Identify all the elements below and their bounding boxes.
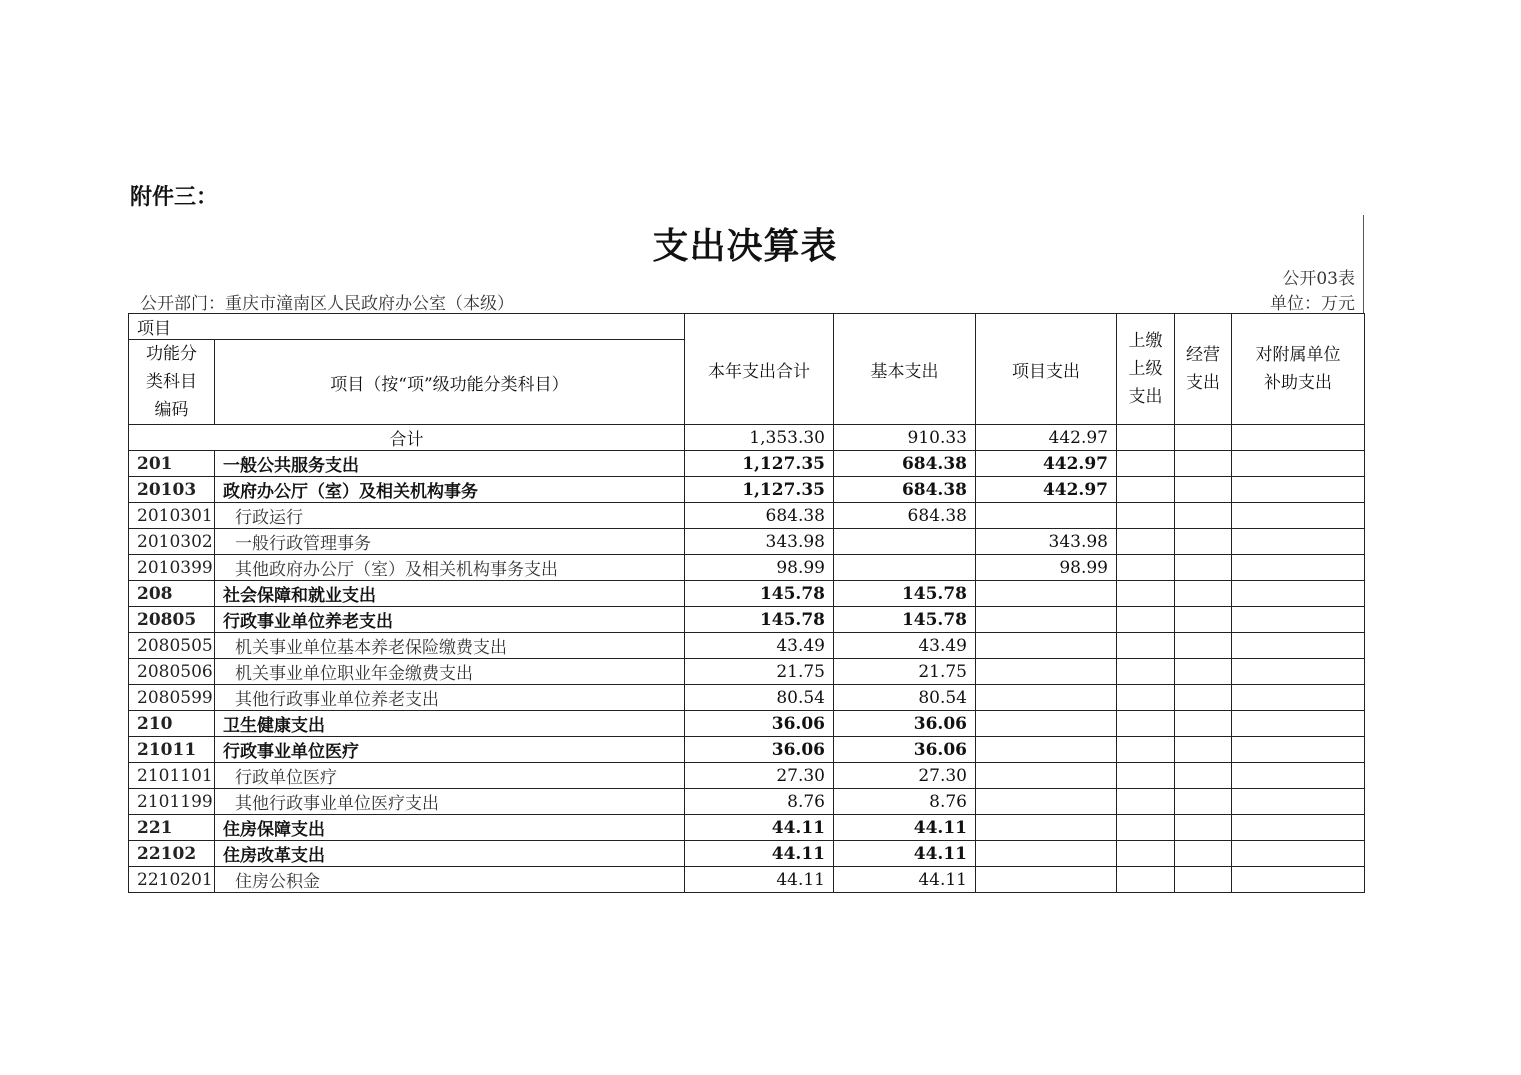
- row-project: [976, 581, 1117, 607]
- table-row: [129, 685, 1365, 711]
- row-business: [1175, 451, 1232, 477]
- row-basic: 145.78: [834, 581, 976, 607]
- row-name: 其他政府办公厅（室）及相关机构事务支出: [215, 555, 685, 581]
- row-code: 2080506: [129, 659, 215, 685]
- row-total: 684.38: [685, 503, 834, 529]
- row-code: 2010302: [129, 529, 215, 555]
- table-row: [129, 581, 1365, 607]
- row-basic: [834, 555, 976, 581]
- row-project: [976, 659, 1117, 685]
- row-code: 22102: [129, 841, 215, 867]
- row-code: 2080505: [129, 633, 215, 659]
- row-total: 36.06: [685, 737, 834, 763]
- total-label: 合计: [129, 425, 685, 451]
- total-subsidy: [1232, 425, 1365, 451]
- table-row: [129, 451, 1365, 477]
- row-upper: [1117, 529, 1175, 555]
- row-subsidy: [1232, 503, 1365, 529]
- table-row: [129, 841, 1365, 867]
- row-basic: [834, 529, 976, 555]
- row-subsidy: [1232, 763, 1365, 789]
- row-name: 社会保障和就业支出: [215, 581, 685, 607]
- row-basic: 684.38: [834, 477, 976, 503]
- row-code: 2101199: [129, 789, 215, 815]
- row-project: [976, 789, 1117, 815]
- row-code: 210: [129, 711, 215, 737]
- row-subsidy: [1232, 841, 1365, 867]
- row-business: [1175, 685, 1232, 711]
- row-name: 住房保障支出: [215, 815, 685, 841]
- row-name: 一般行政管理事务: [215, 529, 685, 555]
- row-project: [976, 607, 1117, 633]
- total-basic: 910.33: [834, 425, 976, 451]
- row-total: 343.98: [685, 529, 834, 555]
- row-code: 2080599: [129, 685, 215, 711]
- row-name: 行政事业单位养老支出: [215, 607, 685, 633]
- row-business: [1175, 867, 1232, 893]
- row-project: [976, 503, 1117, 529]
- row-name: 住房改革支出: [215, 841, 685, 867]
- row-total: 21.75: [685, 659, 834, 685]
- header-code: [129, 340, 215, 425]
- row-upper: [1117, 841, 1175, 867]
- row-subsidy: [1232, 477, 1365, 503]
- row-upper: [1117, 607, 1175, 633]
- row-upper: [1117, 503, 1175, 529]
- row-business: [1175, 503, 1232, 529]
- row-name: 行政事业单位医疗: [215, 737, 685, 763]
- row-total: 1,127.35: [685, 477, 834, 503]
- row-business: [1175, 815, 1232, 841]
- total-business: [1175, 425, 1232, 451]
- header-project-expense: 项目支出: [976, 314, 1117, 425]
- total-project: 442.97: [976, 425, 1117, 451]
- total-row: [129, 425, 1365, 451]
- form-number: 公开03表: [1282, 269, 1355, 289]
- row-total: 145.78: [685, 581, 834, 607]
- row-business: [1175, 477, 1232, 503]
- row-subsidy: [1232, 529, 1365, 555]
- row-code: 21011: [129, 737, 215, 763]
- row-code: 2010399: [129, 555, 215, 581]
- row-name: 行政运行: [215, 503, 685, 529]
- row-business: [1175, 763, 1232, 789]
- row-business: [1175, 659, 1232, 685]
- table-row: [129, 763, 1365, 789]
- row-subsidy: [1232, 451, 1365, 477]
- row-code: 2010301: [129, 503, 215, 529]
- total-amount: 1,353.30: [685, 425, 834, 451]
- row-upper: [1117, 555, 1175, 581]
- row-subsidy: [1232, 711, 1365, 737]
- header-business-line2: 支出: [1186, 373, 1220, 393]
- row-name: 机关事业单位职业年金缴费支出: [215, 659, 685, 685]
- row-project: [976, 841, 1117, 867]
- row-total: 98.99: [685, 555, 834, 581]
- row-project: [976, 633, 1117, 659]
- table-row: [129, 711, 1365, 737]
- header-project: 项目: [129, 314, 685, 340]
- row-business: [1175, 581, 1232, 607]
- row-name: 行政单位医疗: [215, 763, 685, 789]
- header-upper-line3: 支出: [1128, 387, 1163, 407]
- row-total: 145.78: [685, 607, 834, 633]
- row-business: [1175, 737, 1232, 763]
- table-row: [129, 529, 1365, 555]
- row-subsidy: [1232, 867, 1365, 893]
- row-basic: 8.76: [834, 789, 976, 815]
- row-upper: [1117, 659, 1175, 685]
- row-basic: 43.49: [834, 633, 976, 659]
- row-business: [1175, 555, 1232, 581]
- header-basic: 基本支出: [834, 314, 976, 425]
- row-code: 2210201: [129, 867, 215, 893]
- table-row: [129, 867, 1365, 893]
- row-code: 201: [129, 451, 215, 477]
- table-row: [129, 737, 1365, 763]
- table-row: [129, 503, 1365, 529]
- row-upper: [1117, 789, 1175, 815]
- row-upper: [1117, 737, 1175, 763]
- row-subsidy: [1232, 789, 1365, 815]
- row-subsidy: [1232, 633, 1365, 659]
- row-name: 政府办公厅（室）及相关机构事务: [215, 477, 685, 503]
- row-code: 20103: [129, 477, 215, 503]
- header-business: [1175, 314, 1232, 425]
- expenditure-table: [128, 313, 1365, 893]
- row-subsidy: [1232, 659, 1365, 685]
- unit-label: 单位：万元: [1270, 294, 1355, 314]
- row-total: 43.49: [685, 633, 834, 659]
- row-business: [1175, 841, 1232, 867]
- table-row: [129, 815, 1365, 841]
- row-subsidy: [1232, 555, 1365, 581]
- row-business: [1175, 607, 1232, 633]
- header-code-line1: 功能分: [146, 344, 197, 364]
- header-upper: [1117, 314, 1175, 425]
- row-basic: 44.11: [834, 815, 976, 841]
- row-basic: 27.30: [834, 763, 976, 789]
- row-code: 208: [129, 581, 215, 607]
- header-row-1: [129, 314, 1365, 340]
- table-row: [129, 659, 1365, 685]
- row-upper: [1117, 685, 1175, 711]
- row-business: [1175, 529, 1232, 555]
- header-total: 本年支出合计: [685, 314, 834, 425]
- row-basic: 44.11: [834, 867, 976, 893]
- header-subsidy-line2: 补助支出: [1264, 373, 1332, 393]
- header-project-name: 项目（按“项”级功能分类科目）: [215, 340, 685, 425]
- row-project: [976, 763, 1117, 789]
- row-upper: [1117, 581, 1175, 607]
- row-upper: [1117, 711, 1175, 737]
- row-name: 一般公共服务支出: [215, 451, 685, 477]
- row-basic: 36.06: [834, 737, 976, 763]
- header-code-line3: 编码: [154, 400, 189, 420]
- row-upper: [1117, 763, 1175, 789]
- table-row: [129, 477, 1365, 503]
- table-row: [129, 555, 1365, 581]
- row-upper: [1117, 867, 1175, 893]
- row-upper: [1117, 815, 1175, 841]
- row-subsidy: [1232, 815, 1365, 841]
- row-code: 221: [129, 815, 215, 841]
- row-basic: 684.38: [834, 503, 976, 529]
- row-business: [1175, 789, 1232, 815]
- row-name: 卫生健康支出: [215, 711, 685, 737]
- row-code: 20805: [129, 607, 215, 633]
- row-total: 27.30: [685, 763, 834, 789]
- row-basic: 145.78: [834, 607, 976, 633]
- row-basic: 36.06: [834, 711, 976, 737]
- page-title: 支出决算表: [652, 225, 838, 267]
- row-project: [976, 815, 1117, 841]
- row-project: [976, 867, 1117, 893]
- header-code-line2: 类科目: [146, 372, 197, 392]
- row-basic: 21.75: [834, 659, 976, 685]
- table-row: [129, 633, 1365, 659]
- row-basic: 44.11: [834, 841, 976, 867]
- row-subsidy: [1232, 581, 1365, 607]
- row-name: 其他行政事业单位医疗支出: [215, 789, 685, 815]
- row-total: 1,127.35: [685, 451, 834, 477]
- row-total: 44.11: [685, 841, 834, 867]
- row-business: [1175, 633, 1232, 659]
- row-total: 80.54: [685, 685, 834, 711]
- row-project: 343.98: [976, 529, 1117, 555]
- row-name: 机关事业单位基本养老保险缴费支出: [215, 633, 685, 659]
- row-basic: 684.38: [834, 451, 976, 477]
- row-total: 8.76: [685, 789, 834, 815]
- row-project: 442.97: [976, 477, 1117, 503]
- row-upper: [1117, 633, 1175, 659]
- row-business: [1175, 711, 1232, 737]
- row-total: 36.06: [685, 711, 834, 737]
- row-code: 2101101: [129, 763, 215, 789]
- row-total: 44.11: [685, 867, 834, 893]
- row-total: 44.11: [685, 815, 834, 841]
- row-project: 442.97: [976, 451, 1117, 477]
- row-subsidy: [1232, 607, 1365, 633]
- header-subsidy-line1: 对附属单位: [1255, 345, 1341, 365]
- row-subsidy: [1232, 685, 1365, 711]
- header-business-line1: 经营: [1186, 345, 1220, 365]
- row-upper: [1117, 451, 1175, 477]
- row-basic: 80.54: [834, 685, 976, 711]
- attachment-label: 附件三：: [130, 184, 219, 210]
- header-upper-line1: 上缴: [1128, 331, 1163, 351]
- row-upper: [1117, 477, 1175, 503]
- row-project: 98.99: [976, 555, 1117, 581]
- department-label: 公开部门：重庆市潼南区人民政府办公室（本级）: [140, 294, 514, 314]
- row-project: [976, 737, 1117, 763]
- row-subsidy: [1232, 737, 1365, 763]
- row-name: 住房公积金: [215, 867, 685, 893]
- header-upper-line2: 上级: [1128, 359, 1163, 379]
- table-row: [129, 789, 1365, 815]
- row-project: [976, 711, 1117, 737]
- total-upper: [1117, 425, 1175, 451]
- header-subsidy: [1232, 314, 1365, 425]
- row-name: 其他行政事业单位养老支出: [215, 685, 685, 711]
- row-project: [976, 685, 1117, 711]
- table-row: [129, 607, 1365, 633]
